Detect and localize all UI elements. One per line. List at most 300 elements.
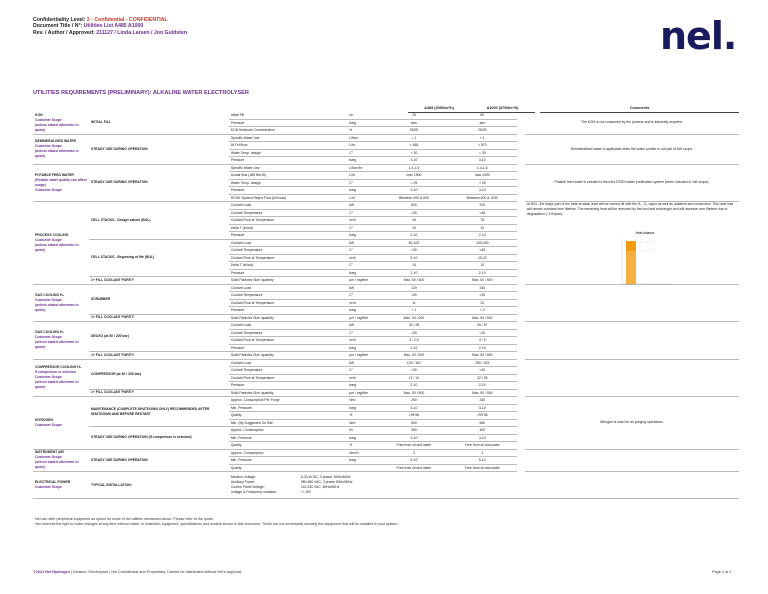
a485-value: Max. 50 / 500 <box>381 314 448 322</box>
spacer <box>517 134 525 142</box>
subsection: 1ˢᵗ FILL COOLANT PURITY <box>89 314 229 322</box>
power-label: Medium Voltage: <box>230 475 257 479</box>
subsection: STEADY USE DURING OPERATION <box>89 134 229 164</box>
unit: L/Nm³/hr <box>347 164 380 172</box>
spacer <box>517 382 525 390</box>
a485-value: 11 / 14 <box>381 374 448 382</box>
a485-value: < 30 <box>381 149 448 157</box>
unit: µm / mg/liter <box>347 314 380 322</box>
param: Pressure <box>229 187 347 195</box>
table-row <box>33 322 739 330</box>
section-line: ELECTRICAL POWER <box>35 480 71 484</box>
unit: m³ <box>347 112 380 119</box>
a1000-value: <30 <box>447 292 517 300</box>
a1000-value: < 970 <box>447 142 517 150</box>
a485-value: 129 / 161 <box>381 359 448 367</box>
section-line: (Potable water quality can affect usage) <box>35 177 87 187</box>
a485-value: <30 <box>381 209 448 217</box>
unit: m³/h <box>347 374 380 382</box>
section-comp <box>33 359 89 397</box>
a485-value: 25/25 <box>381 127 448 135</box>
subsection: CELL STACKS - Beginning of life (BOL) <box>89 239 229 277</box>
unit: barg <box>347 119 380 127</box>
section-process <box>33 202 89 285</box>
section-demin <box>33 134 89 164</box>
conf-label: Confidentiality Level: <box>33 17 87 23</box>
unit: m³/h <box>347 337 380 345</box>
a485-value: 3 / 2,5 <box>381 337 448 345</box>
a485-value: >99.96 <box>381 412 448 420</box>
spacer <box>517 269 525 277</box>
spacer <box>517 367 525 375</box>
a485-value: Free from oil and water <box>381 442 448 450</box>
param: Min. Qty Suggested On Site <box>229 419 347 427</box>
spacer <box>517 157 525 165</box>
subsection: DEOXO (at 60 / 200 bar) <box>89 322 229 352</box>
table-row <box>33 134 739 142</box>
document-header <box>33 17 187 36</box>
unit: barg <box>347 382 380 390</box>
section-gas_h2b <box>33 322 89 360</box>
unit: barg <box>347 434 380 442</box>
unit: % <box>347 412 380 420</box>
spacer <box>517 472 525 499</box>
section-line: Customer Scope <box>35 375 62 380</box>
subsection: CELL STACKS - Design values (BOL) <box>89 202 229 240</box>
power-line <box>231 490 515 495</box>
spacer <box>517 404 525 412</box>
a485-value: 250 <box>381 397 448 405</box>
a485-value: 1,4-1,6 <box>381 164 448 172</box>
a1000-value: < 1 <box>447 134 517 142</box>
spacer <box>517 419 525 427</box>
spacer <box>517 254 525 262</box>
spacer <box>517 209 525 217</box>
unit: kW <box>347 322 380 330</box>
a1000-value: 400 <box>447 427 517 435</box>
a1000-value: <45 <box>447 209 517 217</box>
spacer <box>517 412 525 420</box>
section-line: PROCESS COOLING <box>35 232 69 237</box>
param: RO/DI System Reject Flow (full load) <box>229 194 347 202</box>
section-koh <box>33 112 89 134</box>
unit: C° <box>347 209 380 217</box>
param: Delta T (in/out) <box>229 262 347 270</box>
param: Coolant Load <box>229 284 347 292</box>
spacer <box>517 127 525 135</box>
a1000-value: 910 <box>447 202 517 210</box>
comment-gas_h2 <box>525 284 739 322</box>
param: Solid Particles Size /quantity <box>229 352 347 360</box>
note-1: · Nel can offer peripheral equipment as option for some of the utilities mentioned above. Please refer to the quote. <box>33 517 214 521</box>
param: Solid Particles Size /quantity <box>229 277 347 285</box>
a485-value: 3-10 <box>381 157 448 165</box>
param: Coolant Load <box>229 322 347 330</box>
section-line: (unless stated otherwise in quote) <box>35 149 79 158</box>
spacer <box>517 389 525 397</box>
power-label: Control Panel Voltage: <box>230 485 265 489</box>
comment-gas_h2b <box>525 322 739 360</box>
spacer <box>517 277 525 285</box>
a485-value: < 485 <box>381 142 448 150</box>
unit: barg <box>347 157 380 165</box>
comment-comp <box>525 359 739 397</box>
a485-value: 3-10 <box>381 404 448 412</box>
a485-value: 2-10 <box>381 382 448 390</box>
param: Approx. Consumption <box>229 427 347 435</box>
param: KOH Molecule Concentration <box>229 127 347 135</box>
a1000-value: Max. 50 / 500 <box>447 389 517 397</box>
subsection: INITIAL FILL <box>89 112 229 134</box>
a1000-value: 240 <box>447 284 517 292</box>
heat-balance-chart <box>610 229 680 289</box>
a1000-value: < 30 <box>447 149 517 157</box>
a485-value: 32 / 28 <box>381 322 448 330</box>
param: Pressure <box>229 307 347 315</box>
param: Pressure <box>229 382 347 390</box>
section-air <box>33 449 89 472</box>
subsection: 1ˢᵗ FILL COOLANT PURITY <box>89 389 229 397</box>
unit: kW <box>347 359 380 367</box>
spacer <box>517 172 525 180</box>
section-line: Customer Scope <box>35 297 62 302</box>
power-value: 6-33 kV AC, 3 phase, 50Hz/60Hz <box>300 475 351 479</box>
table-row <box>33 164 739 172</box>
comment-n2: Nitrogen is used for all purging operations. <box>525 397 739 450</box>
page-title: UTILITIES REQUIREMENTS (PRELIMINARY): ALKALINE WATER ELECTROLYSER <box>33 90 249 96</box>
unit: C° <box>347 149 380 157</box>
footer <box>33 570 242 574</box>
spacer <box>517 397 525 405</box>
unit: kW <box>347 284 380 292</box>
comment-potable: Potable feed water is needed to feed the RO/DI water purification system (when included in Nel scope). <box>525 164 739 202</box>
a485-value: 3 <box>381 449 448 457</box>
a1000-value: 4 / 5 <box>447 337 517 345</box>
table-row <box>33 397 739 405</box>
section-line: If compressor is selected <box>35 370 76 375</box>
unit: C° <box>347 224 380 232</box>
a1000-value: 100-200 <box>447 239 517 247</box>
spacer <box>517 299 525 307</box>
unit: % <box>347 127 380 135</box>
param: Pressure <box>229 157 347 165</box>
a1000-value: 2-10 <box>447 344 517 352</box>
a1000-value: Free from oil and water <box>447 464 517 472</box>
spacer <box>517 374 525 382</box>
subsection: 1ˢᵗ FILL COOLANT PURITY <box>89 277 229 285</box>
col-comments: Comments <box>540 104 739 113</box>
unit: barg <box>347 269 380 277</box>
a485-value: <30 <box>381 292 448 300</box>
a485-value: 3-10 <box>381 434 448 442</box>
a485-value: 2-10 <box>381 344 448 352</box>
unit: barg <box>347 187 380 195</box>
a485-value: atm <box>381 119 448 127</box>
unit: C° <box>347 179 380 187</box>
a1000-value: <25 <box>447 329 517 337</box>
param: Actual flow (185 Nm³/h) <box>229 172 347 180</box>
note-2: · Nel reserves the right to make changes at any time without notice, in materials, equipment, specifications and models shown in this document. These are not necessarily showing the equipment that will be installed in your system. <box>33 522 399 526</box>
comment-air <box>525 449 739 472</box>
param: Coolant Load <box>229 239 347 247</box>
spacer <box>517 179 525 187</box>
unit: m³/h <box>347 217 380 225</box>
section-line: POTABLE FEED WATER <box>35 172 74 177</box>
spacer <box>517 187 525 195</box>
a485-value: < 1 <box>381 134 448 142</box>
a485-value: <30 <box>381 247 448 255</box>
a1000-value: < 25 <box>447 179 517 187</box>
a1000-value: 76 <box>447 217 517 225</box>
param: Water Temp. design <box>229 179 347 187</box>
section-line: (unless stated otherwise in quote) <box>35 460 79 470</box>
a1000-value: Max. 50 / 500 <box>447 277 517 285</box>
param: Pressure <box>229 232 347 240</box>
section-line: Customer Scope <box>35 455 62 460</box>
subsection: SCRUBBER <box>89 284 229 314</box>
a1000-value: max 2400 <box>447 172 517 180</box>
a1000-value: Max. 50 / 500 <box>447 352 517 360</box>
doc-value: Utilities List A485 A1000 <box>83 23 144 30</box>
unit: Nm³/h <box>347 449 380 457</box>
power-specs <box>229 472 517 499</box>
a1000-value: 25/25 <box>447 127 517 135</box>
nel-logo: nel. <box>660 14 737 58</box>
subsection: STEADY USE DURING OPERATION <box>89 164 229 202</box>
spacer <box>517 164 525 172</box>
comment-process: At BOL, the major part of the heat at stack level will be carried off with the H₂, O₂ vapor as well as radiation and convection. This heat loss will remain constant over lifetime. The remaining heat will be removed by the low heat exchanger and will increase over lifetime due to degradation (~1%/year). <box>525 202 739 285</box>
unit: C° <box>347 262 380 270</box>
unit: Nm³ <box>347 419 380 427</box>
footer-brand: ©2021 Nel Hydrogen <box>33 570 70 574</box>
param: At Full flow <box>229 142 347 150</box>
section-n2 <box>33 397 89 450</box>
comment-power <box>525 472 739 499</box>
a485-value: 500 <box>381 419 448 427</box>
comment-demin: Demineralised water is applicable when the water purifier is not part of Nel scope. <box>525 134 739 164</box>
unit: barg <box>347 307 380 315</box>
a1000-value: Between 500 & 1000 <box>447 194 517 202</box>
power-value: +/- 5% <box>300 490 311 494</box>
table-row <box>33 472 739 499</box>
param: Coolant Flow at Temperature <box>229 337 347 345</box>
unit: µm / mg/liter <box>347 277 380 285</box>
spacer <box>517 457 525 465</box>
param: Approx. Consumption <box>229 449 347 457</box>
power-label: Auxiliary Power: <box>230 480 256 484</box>
section-line: Customer Scope <box>35 485 62 489</box>
unit <box>347 464 380 472</box>
table-row <box>33 112 739 119</box>
section-power <box>33 472 89 499</box>
unit: L/hr <box>347 142 380 150</box>
a1000-value: >99.96 <box>447 412 517 420</box>
a485-value: 25 <box>381 112 448 119</box>
param: Specific Water Use <box>229 164 347 172</box>
param: Coolant Temperature <box>229 209 347 217</box>
power-value: 380-690 VAC, 3 phase 50Hz/60Hz <box>300 480 353 484</box>
a485-value: 300 <box>381 427 448 435</box>
spacer <box>517 359 525 367</box>
table-row <box>33 202 739 210</box>
a485-value: 46 <box>381 217 448 225</box>
section-line: (unless stated otherwise in quote) <box>35 242 79 252</box>
a1000-value: 1,4-1,6 <box>447 164 517 172</box>
spacer <box>517 329 525 337</box>
a485-value: Between 300 & 600 <box>381 194 448 202</box>
param: Quality <box>229 412 347 420</box>
section-line: KOH <box>35 112 43 117</box>
section-line: Customer Scope <box>35 335 62 340</box>
param: Min. Pressure <box>229 434 347 442</box>
a1000-value: 2-10 <box>447 269 517 277</box>
section-line: COMPRESSOR COOLING H₂ <box>35 365 82 370</box>
unit: barg <box>347 344 380 352</box>
section-gas_h2 <box>33 284 89 322</box>
a485-value: 10 <box>381 262 448 270</box>
a485-value: Max. 50 / 500 <box>381 277 448 285</box>
a485-value: max 1500 <box>381 172 448 180</box>
spacer <box>517 247 525 255</box>
subsection: STEADY USE DURING OPERATION <box>89 449 229 472</box>
param: Coolant Temperature <box>229 329 347 337</box>
spacer <box>517 284 525 292</box>
spacer <box>517 427 525 435</box>
chart-label: Heat balance <box>635 231 655 235</box>
unit: C° <box>347 367 380 375</box>
param: Solid Particles Size /quantity <box>229 389 347 397</box>
a485-value: 50-100 <box>381 239 448 247</box>
a485-value: Free from oil and water <box>381 464 448 472</box>
a1000-value: <45 <box>447 247 517 255</box>
unit: kW <box>347 239 380 247</box>
spacer <box>517 434 525 442</box>
param: Initial Fill <box>229 112 347 119</box>
unit: C° <box>347 292 380 300</box>
doc-label: Document Title / N°: <box>33 23 84 30</box>
param: Quality <box>229 442 347 450</box>
param: Coolant Temperature <box>229 292 347 300</box>
table-row <box>33 359 739 367</box>
spacer <box>517 337 525 345</box>
spacer <box>517 344 525 352</box>
param: Coolant Temperature <box>229 247 347 255</box>
section-line: GAS COOLING H₂ <box>35 330 65 335</box>
spacer <box>517 149 525 157</box>
section-line: Customer Scope <box>35 117 62 122</box>
a485-value: 120 <box>381 284 448 292</box>
chart-legend-box <box>640 242 654 251</box>
a485-value: 10 <box>381 224 448 232</box>
a1000-value: 3-10 <box>447 187 517 195</box>
spacer <box>517 239 525 247</box>
page-number: Page 1 of 1 <box>712 570 732 574</box>
a1000-value: 3-10 <box>447 434 517 442</box>
a1000-value: < 2 <box>447 307 517 315</box>
a1000-value: 49 / 57 <box>447 322 517 330</box>
a485-value: <25 <box>381 329 448 337</box>
a485-value: Max. 50 / 500 <box>381 389 448 397</box>
notes <box>33 517 398 527</box>
unit: m³/h <box>347 254 380 262</box>
unit: barg <box>347 457 380 465</box>
a485-value: <30 <box>381 367 448 375</box>
a1000-value: 660 <box>447 419 517 427</box>
a1000-value: 60 <box>447 112 517 119</box>
section-line: DEMINERALISED WATER <box>35 139 77 143</box>
a485-value: 830 <box>381 202 448 210</box>
subsection: COMPRESSOR (at 30 / 200 bar) <box>89 359 229 389</box>
subsection: MAINTENANCE (COMPLETE SHUTDOWN ONLY) RECOMMENDED AFTER SHUTDOWN AND BEFORE RESTART <box>89 397 229 427</box>
spacer <box>517 224 525 232</box>
spacer <box>517 449 525 457</box>
section-line: GAS COOLING H₂ <box>35 292 65 297</box>
a1000-value: 3-10 <box>447 157 517 165</box>
unit: Nm³ <box>347 397 380 405</box>
a485-value: < 1 <box>381 307 448 315</box>
unit: l/h <box>347 427 380 435</box>
a1000-value: Max. 50 / 500 <box>447 314 517 322</box>
a485-value: 2-10 <box>381 269 448 277</box>
unit: barg <box>347 404 380 412</box>
spacer <box>517 314 525 322</box>
section-line: Customer Scope <box>35 144 62 148</box>
spacer <box>517 442 525 450</box>
section-line: (unless stated otherwise in quote) <box>35 380 79 390</box>
spacer <box>517 119 525 127</box>
spacer <box>517 352 525 360</box>
unit: µm / mg/liter <box>347 352 380 360</box>
param: Coolant Load <box>229 359 347 367</box>
param: Delta T (in/out) <box>229 224 347 232</box>
a485-value: 2-10 <box>381 232 448 240</box>
unit: L/hr <box>347 172 380 180</box>
section-line: (unless stated otherwise in quote) <box>35 340 79 350</box>
spacer <box>517 232 525 240</box>
param: Water Temp. design <box>229 149 347 157</box>
a1000-value: 2-10 <box>447 232 517 240</box>
param: Coolant Flow at Temperature <box>229 374 347 382</box>
spacer <box>517 217 525 225</box>
a485-value: 5-10 <box>381 457 448 465</box>
chart-bar-top <box>626 241 636 251</box>
a1000-value: Free from oil and water <box>447 442 517 450</box>
param: Coolant Temperature <box>229 367 347 375</box>
a1000-value: 10-20 <box>447 254 517 262</box>
param: Quality <box>229 464 347 472</box>
spacer <box>517 292 525 300</box>
unit: C° <box>347 247 380 255</box>
param: Approx. Consumption Per Purge <box>229 397 347 405</box>
section-line: Customer Scope <box>35 237 62 242</box>
section-line: INSTRUMENT AIR <box>35 450 64 455</box>
power-value: 110-230 VAC, 50Hz/60Hz <box>300 485 340 489</box>
param: Coolant Load <box>229 202 347 210</box>
rev-value: 211127 / Linda Larsen / Jon Guldsten <box>96 29 188 36</box>
spacer <box>517 307 525 315</box>
subsection: STEADY USE DURING OPERATION (If compressor is selected) <box>89 427 229 450</box>
spacer <box>517 322 525 330</box>
section-line: Customer Scope <box>35 187 62 192</box>
a1000-value: 3 <box>447 449 517 457</box>
a1000-value: 250 / 323 <box>447 359 517 367</box>
subsection: 1ˢᵗ FILL COOLANT PURITY <box>89 352 229 360</box>
param: Min. Pressure <box>229 457 347 465</box>
table-row <box>33 449 739 457</box>
a1000-value: 22 <box>447 299 517 307</box>
a485-value: < 25 <box>381 179 448 187</box>
a1000-value: 330 <box>447 397 517 405</box>
